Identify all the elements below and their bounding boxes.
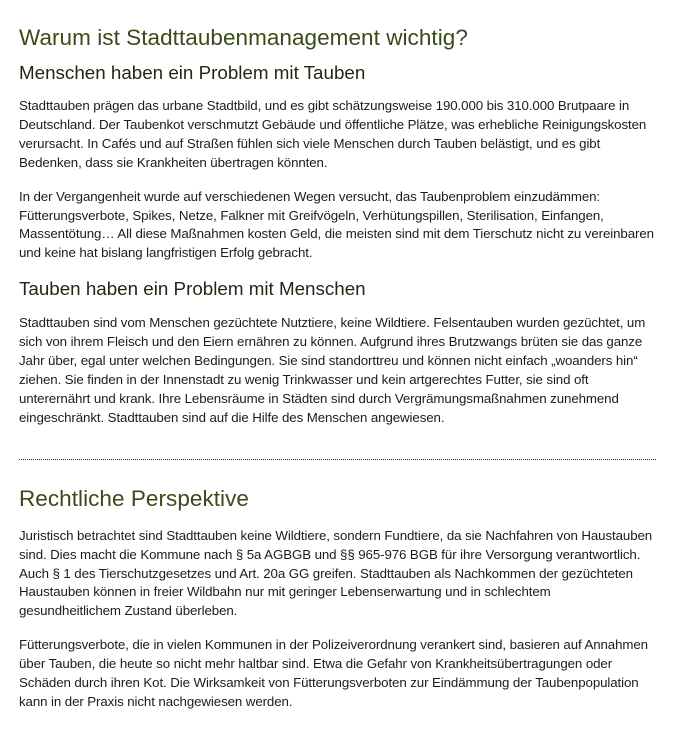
- paragraph: In der Vergangenheit wurde auf verschiedenen Wegen versucht, das Taubenproblem einzudämmen: Fütterungsverbote, Spikes, Netze, Falkner mit Greifvögeln, Verhütungspillen, Sterilisation, Einfangen, Massentötung… All diese Maßnahmen kosten Geld, die meisten sind mit dem Tierschutz nicht zu vereinbaren und keine hat bislang langfristigen Erfolg gebracht.: [19, 188, 654, 261]
- paragraph: Fütterungsverbote, die in vielen Kommunen in der Polizeiverordnung verankert sind, basieren auf Annahmen über Tauben, die heute so nicht mehr haltbar sind. Etwa die Gefahr von Krankheitsübertragungen oder Schäden durch ihren Kot. Die Wirksamkeit von Fütterungsverboten zur Eindämmung der Taubenpopulation kann in der Praxis nicht nachgewiesen werden.: [19, 637, 648, 709]
- section-heading-pigeons-problem: Tauben haben ein Problem mit Menschen: [19, 278, 366, 300]
- paragraph: Stadttauben sind vom Menschen gezüchtete Nutztiere, keine Wildtiere. Felsentauben wurden gezüchtet, um sich von ihrem Fleisch und den Eiern ernähren zu können. Aufgrund ihres Brutzwangs brüten sie das ganze Jahr über, egal unter welchen Bedingungen. Sie sind standorttreu und können nicht einfach „woanders hin“ ziehen. Sie finden in der Innenstadt zu wenig Trinkwasser und kein artgerechtes Futter, sie sind oft unterernährt und krank. Ihre Lebensräume in Städten sind durch Vergrämungsmaßnahmen zunehmend eingeschränkt. Stadttauben sind auf die Hilfe des Menschen angewiesen.: [19, 315, 646, 425]
- paragraph: Juristisch betrachtet sind Stadttauben keine Wildtiere, sondern Fundtiere, da sie Nachfahren von Haustauben sind. Dies macht die Kommune nach § 5a AGBGB und §§ 965-976 BGB für ihre Versorgung verantwortlich. Auch § 1 des Tierschutzgesetzes und Art. 20a GG greifen. Stadttauben als Nachkommen der gezüchteten Haustauben können in freier Wildbahn nur mit geringer Lebenserwartung und in schlechtem gesundheitlichem Zustand überleben.: [19, 527, 653, 619]
- section-heading-people-problem: Menschen haben ein Problem mit Tauben: [19, 62, 366, 83]
- legal-section-title: Rechtliche Perspektive: [19, 485, 249, 511]
- paragraph: Stadttauben prägen das urbane Stadtbild, und es gibt schätzungsweise 190.000 bis 310.000 Brutpaare in Deutschland. Der Taubenkot verschmutzt Gebäude und öffentliche Plätze, was erhebliche Reinigungskosten verursacht. In Cafés und auf Straßen fühlen sich viele Menschen durch Tauben belästigt, und es gibt Bedenken, dass sie Krankheiten übertragen könnten.: [19, 98, 647, 170]
- page-title: Warum ist Stadttaubenmanagement wichtig?: [19, 25, 468, 50]
- dotted-divider: [19, 459, 656, 460]
